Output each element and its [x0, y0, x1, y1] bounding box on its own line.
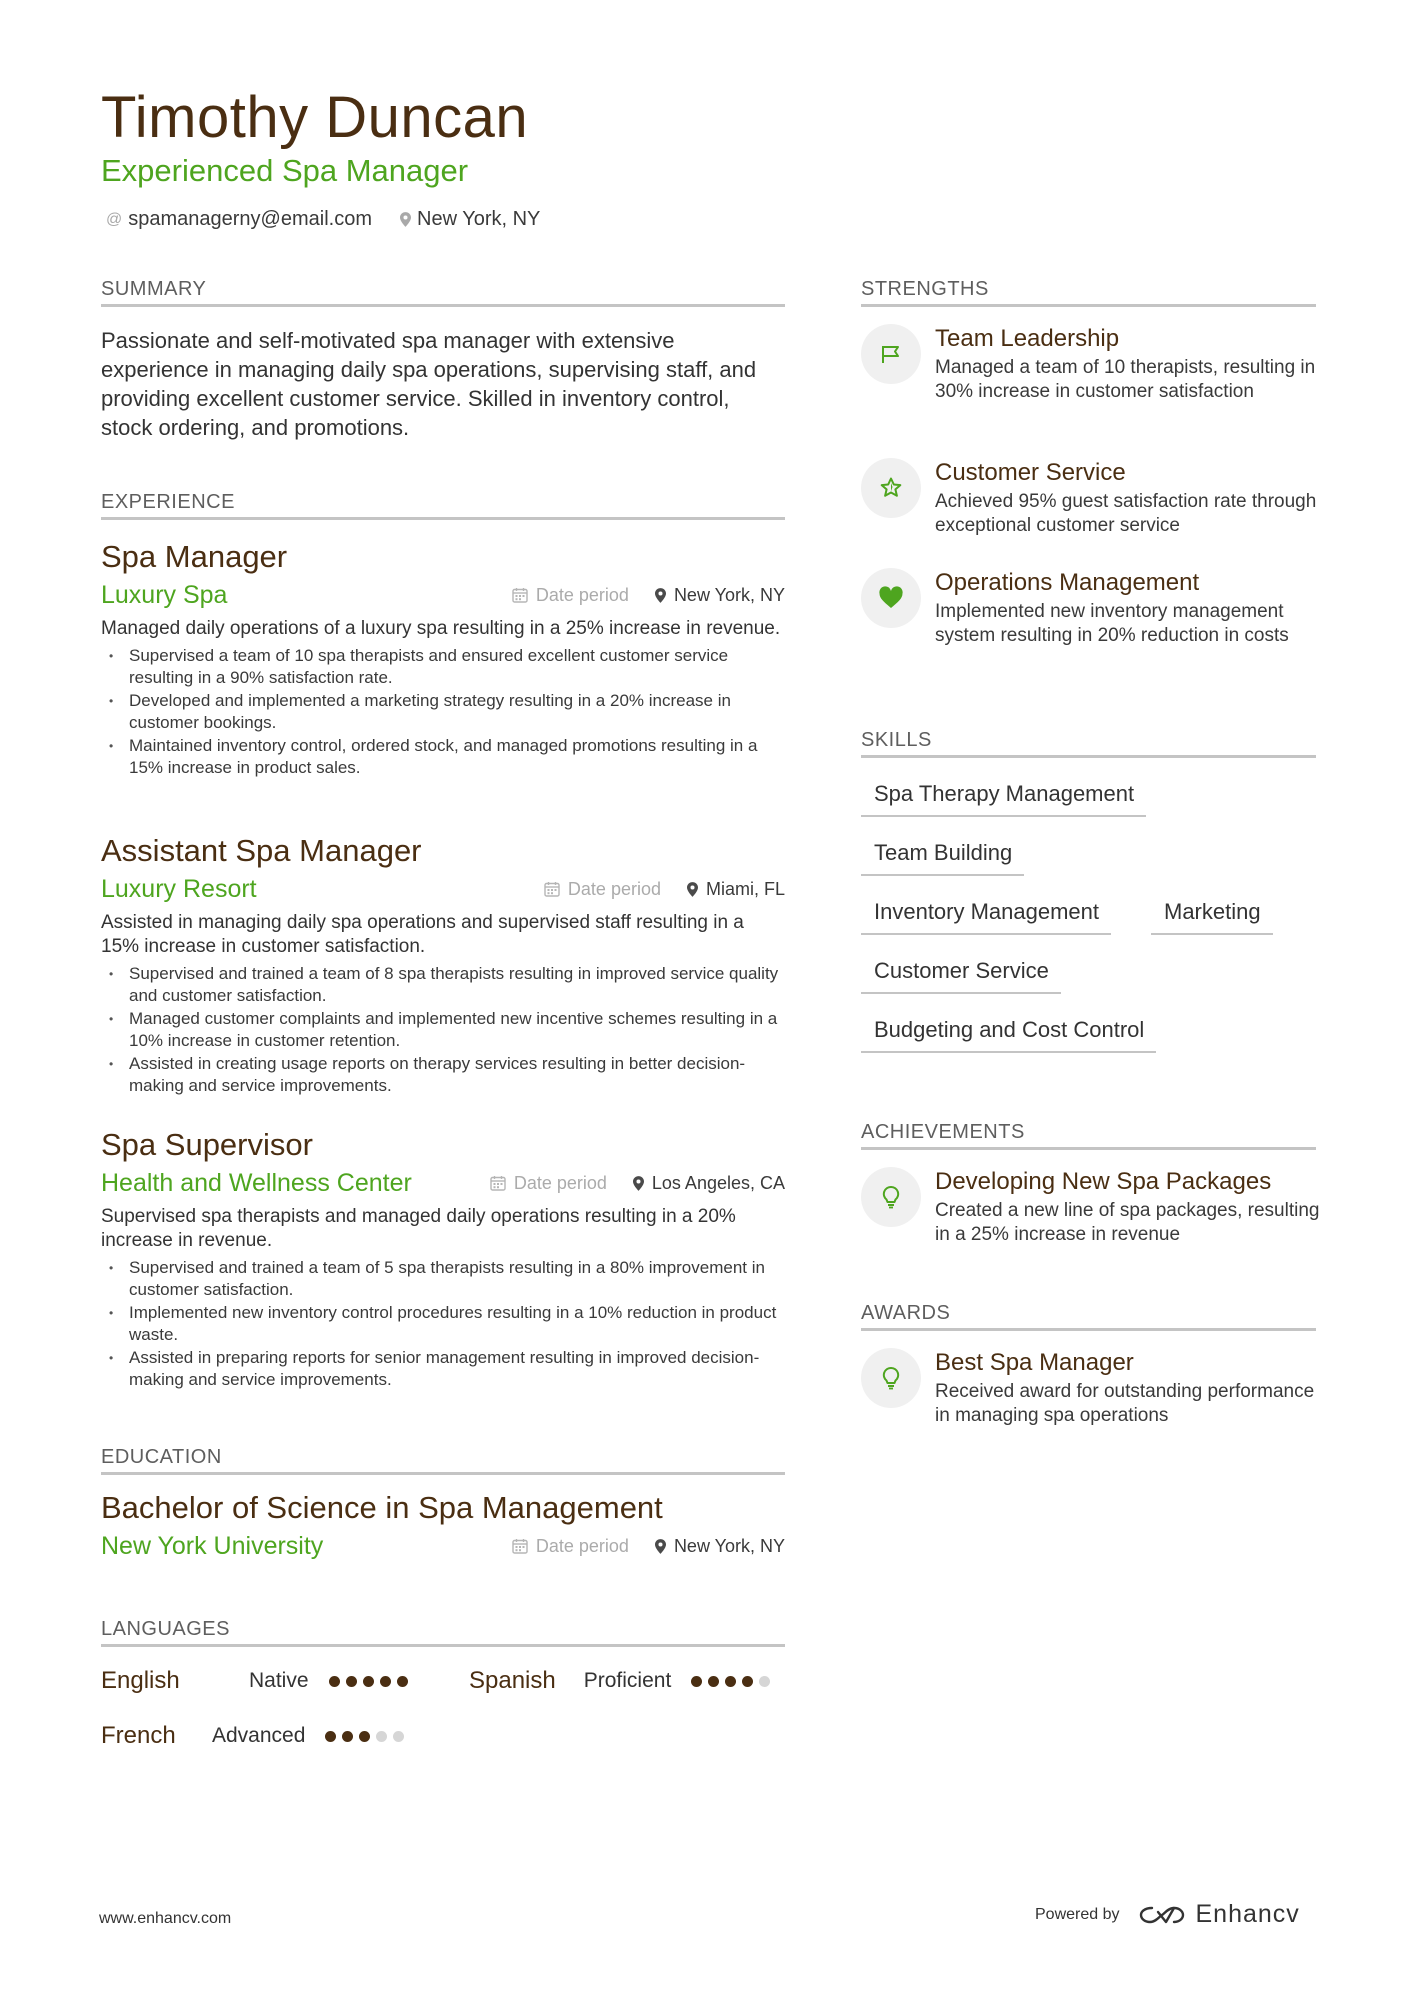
skill-tag: Spa Therapy Management	[861, 781, 1146, 817]
calendar-icon	[490, 1175, 506, 1191]
education-entry	[101, 1488, 785, 1564]
strength-title: Customer Service	[935, 459, 1126, 486]
job-location-text: Miami, FL	[705, 878, 785, 899]
languages-heading: LANGUAGES	[101, 1618, 785, 1647]
education-heading: EDUCATION	[101, 1446, 785, 1475]
job-location-text: Los Angeles, CA	[651, 1172, 785, 1193]
strength-description: Managed a team of 10 therapists, resulting in 30% increase in customer satisfaction	[935, 357, 1316, 402]
achievement-description: Created a new line of spa packages, resulting in a 25% increase in revenue	[935, 1200, 1320, 1245]
skill-tag: Marketing	[1151, 899, 1273, 935]
list-item: • Maintained inventory control, ordered stock, and managed promotions resulting in a 15% increase in product sales.	[129, 735, 785, 779]
job-date	[512, 585, 629, 606]
job-description: Managed daily operations of a luxury spa resulting in a 25% increase in revenue.	[101, 618, 781, 639]
skill-tag: Customer Service	[861, 958, 1061, 994]
education-date-text: Date period	[535, 1535, 629, 1556]
skill-tag: Team Building	[861, 840, 1024, 876]
list-item: • Supervised a team of 10 spa therapists and ensured excellent customer service resulting in a 90% satisfaction rate.	[129, 645, 785, 689]
job-title: Assistant Spa Manager	[101, 833, 422, 868]
experience-entry	[101, 831, 785, 1098]
candidate-title: Experienced Spa Manager	[101, 153, 469, 188]
school-name: New York University	[101, 1531, 324, 1560]
achievement-title: Developing New Spa Packages	[935, 1168, 1272, 1195]
rating-dot-filled	[359, 1731, 370, 1742]
language-rating	[329, 1676, 408, 1687]
strength-item	[861, 458, 1321, 538]
list-item: • Supervised and trained a team of 5 spa therapists resulting in a 80% improvement in customer satisfaction.	[129, 1257, 785, 1301]
footer-branding[interactable]	[1035, 1900, 1300, 1929]
footer-website[interactable]: www.enhancv.com	[99, 1910, 232, 1927]
education-location	[655, 1536, 785, 1557]
calendar-icon	[512, 1538, 528, 1554]
calendar-icon	[512, 587, 528, 603]
job-location	[633, 1173, 785, 1194]
job-company: Health and Wellness Center	[101, 1168, 412, 1197]
list-item: • Supervised and trained a team of 8 spa therapists resulting in improved service quality and customer satisfaction.	[129, 963, 785, 1007]
email-item[interactable]	[106, 208, 372, 231]
experience-entry	[101, 1125, 785, 1392]
rating-dot-filled	[325, 1731, 336, 1742]
star-icon	[861, 458, 921, 518]
language-name: French	[101, 1722, 176, 1749]
summary-heading: SUMMARY	[101, 278, 785, 307]
at-icon: @	[106, 210, 123, 228]
strength-item	[861, 324, 1321, 404]
job-location-text: New York, NY	[673, 584, 785, 605]
rating-dot-empty	[393, 1731, 404, 1742]
award-title: Best Spa Manager	[935, 1349, 1134, 1376]
rating-dot-empty	[376, 1731, 387, 1742]
lightbulb-icon	[861, 1167, 921, 1227]
job-title: Spa Manager	[101, 539, 288, 574]
job-bullets	[101, 963, 785, 1097]
language-item	[101, 1722, 404, 1750]
rating-dot-filled	[363, 1676, 374, 1687]
education-location-text: New York, NY	[673, 1535, 785, 1556]
location-pin-icon	[655, 588, 666, 603]
language-level: Advanced	[212, 1724, 306, 1747]
powered-by-label: Powered by	[1035, 1905, 1120, 1923]
job-description: Assisted in managing daily spa operations and supervised staff resulting in a 15% increase in customer satisfaction.	[101, 912, 744, 957]
job-date-text: Date period	[513, 1172, 607, 1193]
list-item: • Assisted in creating usage reports on therapy services resulting in better decision-making and service improvements.	[129, 1053, 785, 1097]
rating-dot-filled	[380, 1676, 391, 1687]
enhancv-logo-icon	[1138, 1904, 1186, 1926]
job-company: Luxury Resort	[101, 874, 257, 903]
education-date	[512, 1536, 629, 1557]
candidate-name: Timothy Duncan	[101, 85, 529, 150]
award-item	[861, 1348, 1321, 1428]
rating-dot-filled	[397, 1676, 408, 1687]
calendar-icon	[544, 881, 560, 897]
strengths-heading: STRENGTHS	[861, 278, 1316, 307]
language-level: Native	[249, 1669, 309, 1692]
brand-name: Enhancv	[1195, 1900, 1300, 1928]
strength-title: Team Leadership	[935, 325, 1120, 352]
list-item: • Developed and implemented a marketing strategy resulting in a 20% increase in customer bookings.	[129, 690, 785, 734]
degree-title: Bachelor of Science in Spa Management	[101, 1490, 663, 1525]
heart-icon	[861, 568, 921, 628]
skill-tag: Budgeting and Cost Control	[861, 1017, 1156, 1053]
job-bullets	[101, 1257, 785, 1391]
language-item	[469, 1667, 770, 1695]
rating-dot-filled	[691, 1676, 702, 1687]
language-name: Spanish	[469, 1667, 556, 1694]
location-item	[400, 208, 540, 231]
skills-heading: SKILLS	[861, 729, 1316, 758]
rating-dot-filled	[742, 1676, 753, 1687]
skill-tag: Inventory Management	[861, 899, 1111, 935]
achievement-item	[861, 1167, 1321, 1247]
strength-description: Implemented new inventory management system resulting in 20% reduction in costs	[935, 601, 1289, 646]
strength-description: Achieved 95% guest satisfaction rate through exceptional customer service	[935, 491, 1317, 536]
job-title: Spa Supervisor	[101, 1127, 313, 1162]
achievements-heading: ACHIEVEMENTS	[861, 1121, 1316, 1150]
list-item: • Implemented new inventory control procedures resulting in a 10% reduction in product waste.	[129, 1302, 785, 1346]
flag-icon	[861, 324, 921, 384]
rating-dot-filled	[329, 1676, 340, 1687]
experience-entry	[101, 537, 785, 780]
rating-dot-filled	[708, 1676, 719, 1687]
job-description: Supervised spa therapists and managed daily operations resulting in a 20% increase in revenue.	[101, 1206, 736, 1251]
rating-dot-filled	[342, 1731, 353, 1742]
location-pin-icon	[400, 212, 411, 227]
lightbulb-icon	[861, 1348, 921, 1408]
language-level: Proficient	[583, 1669, 672, 1692]
language-item	[101, 1667, 417, 1695]
job-location	[655, 585, 785, 606]
strength-title: Operations Management	[935, 569, 1200, 596]
awards-heading: AWARDS	[861, 1302, 1316, 1331]
award-description: Received award for outstanding performance in managing spa operations	[935, 1381, 1315, 1426]
job-location	[687, 879, 785, 900]
list-item: • Managed customer complaints and implemented new incentive schemes resulting in a 10% increase in customer retention.	[129, 1008, 785, 1052]
summary-text: Passionate and self-motivated spa manager with extensive experience in managing daily spa operations, supervising staff, and providing excellent customer service. Skilled in inventory control, stock ordering, and promotions.	[101, 328, 757, 440]
location-pin-icon	[655, 1539, 666, 1554]
language-name: English	[101, 1667, 180, 1694]
job-bullets	[101, 645, 785, 779]
experience-heading: EXPERIENCE	[101, 491, 785, 520]
rating-dot-filled	[346, 1676, 357, 1687]
location-pin-icon	[633, 1176, 644, 1191]
rating-dot-empty	[759, 1676, 770, 1687]
email-text: spamanagerny@email.com	[128, 208, 372, 230]
rating-dot-filled	[725, 1676, 736, 1687]
list-item: • Assisted in preparing reports for senior management resulting in improved decision-making and service improvements.	[129, 1347, 785, 1391]
contact-info	[106, 208, 540, 231]
language-rating	[325, 1731, 404, 1742]
job-date	[544, 879, 661, 900]
job-date-text: Date period	[535, 584, 629, 605]
job-date	[490, 1173, 607, 1194]
job-company: Luxury Spa	[101, 580, 228, 609]
location-pin-icon	[687, 882, 698, 897]
language-rating	[691, 1676, 770, 1687]
job-date-text: Date period	[567, 878, 661, 899]
strength-item	[861, 568, 1321, 648]
location-text: New York, NY	[417, 208, 541, 230]
